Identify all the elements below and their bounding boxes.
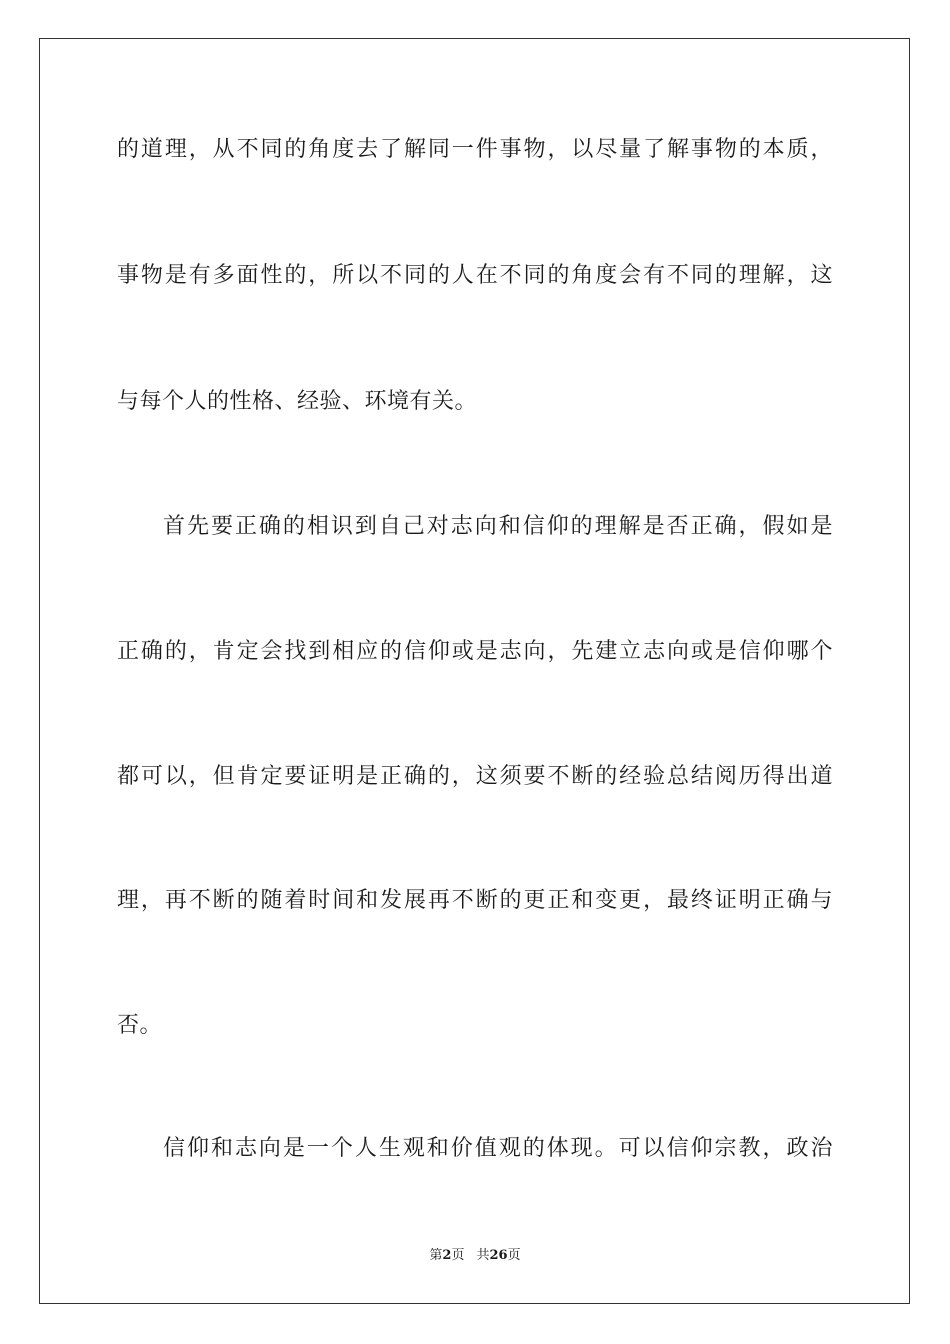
page-suffix: 页: [451, 1248, 465, 1263]
text-line-2: 事物是有多面性的，所以不同的人在不同的角度会有不同的理解，这: [117, 263, 833, 288]
text-line-1: 的道理，从不同的角度去了解同一件事物，以尽量了解事物的本质，: [117, 137, 833, 162]
text-line-9: 信仰和志向是一个人生观和价值观的体现。可以信仰宗教，政治: [163, 1136, 833, 1161]
total-suffix: 页: [507, 1248, 521, 1263]
page-border: [39, 38, 910, 1304]
text-line-4: 首先要正确的相识到自己对志向和信仰的理解是否正确，假如是: [163, 514, 833, 539]
total-prefix: 共: [476, 1248, 490, 1263]
text-line-8: 否。: [117, 1013, 163, 1038]
page-number: 2: [442, 1248, 452, 1263]
text-line-5: 正确的，肯定会找到相应的信仰或是志向，先建立志向或是信仰哪个: [117, 639, 833, 664]
page-footer: [0, 1247, 950, 1265]
text-line-3: 与每个人的性格、经验、环境有关。: [117, 389, 478, 414]
text-line-6: 都可以，但肯定要证明是正确的，这须要不断的经验总结阅历得出道: [117, 764, 833, 789]
page-prefix: 第: [429, 1248, 443, 1263]
text-line-7: 理，再不断的随着时间和发展再不断的更正和变更，最终证明正确与: [117, 888, 833, 913]
total-pages: 26: [489, 1248, 508, 1263]
